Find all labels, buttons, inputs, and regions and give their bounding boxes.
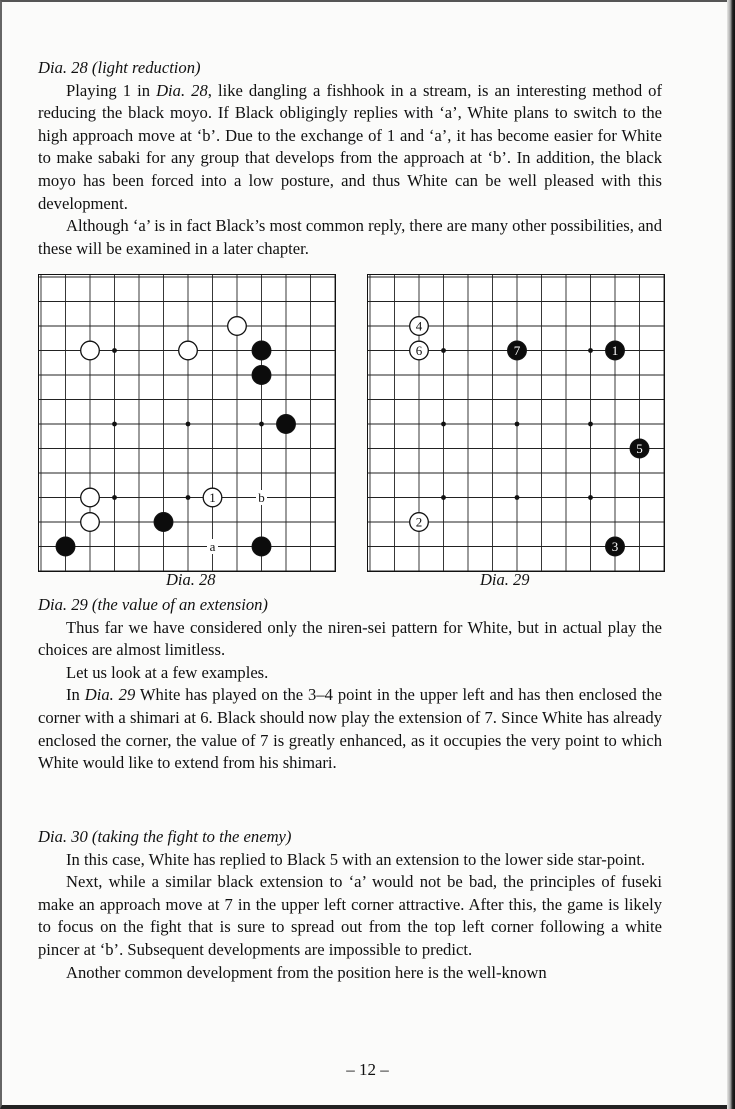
star-point: [441, 422, 446, 427]
dia29-section: [38, 594, 662, 775]
dia30-paragraph-1: In this case, White has replied to Black 5 with an extension to the lower side star-point.: [66, 849, 646, 869]
dia28-caption: Dia. 28: [166, 570, 216, 589]
black-stone: [56, 537, 75, 556]
move-number: 3: [611, 539, 619, 555]
star-point: [588, 422, 593, 427]
dia29-paragraph-3: In Dia. 29 White has played on the 3–4 point in the upper left and has then enclosed the corner with a shimari at 6. Black should now play the extension of 7. Since White has already enclosed the corner, the value of 7 is greatly enhanced, as it occupies the very point to which White would like to extend from his shimari.: [38, 685, 662, 773]
dia29-caption: Dia. 29: [480, 570, 530, 589]
star-point: [515, 422, 520, 427]
star-point: [186, 422, 191, 427]
dia30-section: [38, 826, 662, 984]
point-letter: b: [258, 490, 265, 505]
white-stone: [228, 317, 247, 336]
white-stone: [81, 513, 100, 532]
star-point: [259, 422, 264, 427]
black-stone: [252, 366, 271, 385]
dia30-paragraph-2: Next, while a similar black extension to ‘a’ would not be bad, the principles of fuseki make an approach move at 7 in the upper left corner attractive. After this, the game is likely to focus on the fight that is sure to spread out from the top left corner following a white pincer at ‘b’. Subsequent developments are impossible to predict.: [38, 872, 662, 959]
move-number: 1: [611, 343, 619, 359]
move-number: 6: [415, 343, 423, 359]
dia30-paragraph-3: Another common development from the position here is the well-known: [66, 962, 547, 982]
dia29-board: [367, 274, 665, 572]
star-point: [588, 348, 593, 353]
star-point: [441, 495, 446, 500]
dia28-paragraph-2: Although ‘a’ is in fact Black’s most common reply, there are many other possibilities, and these will be examined in a later chapter.: [38, 216, 662, 258]
dia30-heading: Dia. 30 (taking the fight to the enemy): [38, 827, 292, 846]
move-number: 1: [209, 490, 216, 506]
move-number: 5: [636, 441, 643, 457]
white-stone: [81, 341, 100, 360]
dia28-board: [38, 274, 336, 572]
point-letter: a: [209, 539, 216, 554]
dia29-paragraph-1: Thus far we have considered only the niren-sei pattern for White, but in actual play the choices are almost limitless.: [38, 617, 662, 660]
dia28-svg: [39, 275, 335, 571]
dia29-heading: Dia. 29 (the value of an extension): [38, 595, 268, 614]
star-point: [515, 495, 520, 500]
dia28-section: [38, 57, 662, 260]
move-number: 2: [415, 514, 423, 530]
star-point: [112, 422, 117, 427]
black-stone: [252, 341, 271, 360]
black-stone: [252, 537, 271, 556]
page-binding-edge: [727, 0, 735, 1109]
page-number: – 12 –: [346, 1060, 389, 1079]
black-stone: [154, 513, 173, 532]
dia28-paragraph-1: Playing 1 in Dia. 28, like dangling a fishhook in a stream, is an interesting method of reducing the black moyo. If Black obligingly replies with ‘a’, White plans to switch to the high approach move at ‘b’. Due to the exchange of 1 and ‘a’, it has become easier for White to make sabaki for any group that develops from the approach at ‘b’. In addition, the black moyo has been forced into a low posture, and thus White can be well pleased with this development.: [38, 80, 662, 213]
move-number: 4: [415, 318, 423, 334]
move-number: 7: [513, 343, 521, 359]
star-point: [186, 495, 191, 500]
star-point: [112, 495, 117, 500]
white-stone: [179, 341, 198, 360]
star-point: [588, 495, 593, 500]
star-point: [441, 348, 446, 353]
black-stone: [277, 415, 296, 434]
white-stone: [81, 488, 100, 507]
star-point: [112, 348, 117, 353]
dia28-heading: Dia. 28 (light reduction): [38, 58, 201, 77]
dia29-svg: [368, 275, 664, 571]
dia29-paragraph-2: Let us look at a few examples.: [66, 662, 269, 682]
